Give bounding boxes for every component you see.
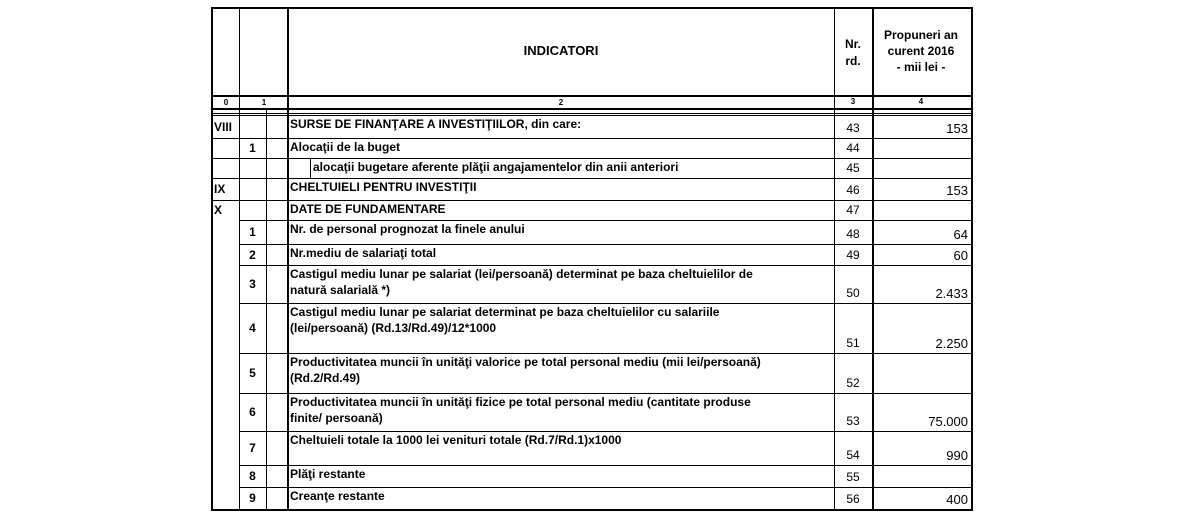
row-index: 1 bbox=[249, 141, 256, 155]
grid-line-h bbox=[239, 465, 972, 466]
row-label: alocaţii bugetare aferente plăţii angajamentelor din anii anteriori bbox=[313, 160, 679, 174]
row-label: (Rd.2/Rd.49) bbox=[290, 371, 361, 385]
row-value: 400 bbox=[946, 492, 968, 507]
row-section-code: X bbox=[214, 203, 223, 217]
row-label: Castigul mediu lunar pe salariat (lei/persoană) determinat pe baza cheltuielilor de bbox=[290, 267, 753, 281]
row-number: 56 bbox=[846, 492, 860, 506]
grid-line-h bbox=[239, 487, 972, 488]
row-section-code: IX bbox=[214, 182, 226, 196]
header-nr-rd-line1: Nr. bbox=[844, 37, 861, 51]
grid-line-h bbox=[211, 113, 972, 114]
row-value: 153 bbox=[946, 121, 968, 136]
row-label: Nr. de personal prognozat la finele anului bbox=[290, 222, 525, 236]
row-number: 49 bbox=[846, 248, 860, 262]
grid-line-h bbox=[239, 431, 972, 432]
grid-line-h bbox=[211, 115, 972, 116]
row-value: 64 bbox=[953, 227, 968, 242]
grid-line-v bbox=[266, 108, 267, 115]
row-index: 1 bbox=[249, 225, 256, 239]
row-value: 60 bbox=[953, 248, 968, 263]
grid-line-v bbox=[287, 115, 289, 509]
grid-line-h bbox=[211, 509, 973, 511]
row-section-code: VIII bbox=[214, 119, 233, 134]
col-number-3: 3 bbox=[850, 97, 856, 106]
row-number: 43 bbox=[846, 121, 860, 135]
header-propuneri-line1: Propuneri an bbox=[883, 28, 958, 42]
row-label: Alocaţii de la buget bbox=[290, 140, 401, 154]
row-label: natură salarială *) bbox=[290, 283, 391, 297]
row-label: CHELTUIELI PENTRU INVESTIŢII bbox=[290, 180, 477, 194]
row-number: 52 bbox=[846, 376, 860, 390]
grid-line-v bbox=[872, 7, 874, 115]
row-label: Creanţe restante bbox=[290, 489, 385, 503]
row-number: 45 bbox=[846, 161, 860, 175]
grid-line-v bbox=[239, 115, 240, 509]
grid-line-h bbox=[211, 95, 973, 97]
grid-line-v bbox=[211, 7, 213, 511]
row-label: SURSE DE FINANŢARE A INVESTIŢIILOR, din care: bbox=[290, 117, 582, 131]
header-nr-rd-line2: rd. bbox=[845, 54, 861, 68]
row-index: 7 bbox=[249, 441, 256, 455]
row-value: 153 bbox=[946, 183, 968, 198]
row-value: 2.250 bbox=[935, 336, 968, 351]
grid-line-v bbox=[266, 115, 267, 509]
row-label: (lei/persoană) (Rd.13/Rd.49)/12*1000 bbox=[290, 321, 497, 335]
grid-line-h bbox=[211, 158, 972, 159]
grid-line-v bbox=[834, 115, 835, 509]
grid-line-h bbox=[239, 220, 972, 221]
grid-line-v bbox=[971, 7, 973, 511]
row-label: Productivitatea muncii în unităţi valorice pe total personal mediu (mii lei/persoană) bbox=[290, 355, 761, 369]
row-label: Castigul mediu lunar pe salariat determinat pe baza cheltuielilor cu salariile bbox=[290, 305, 720, 319]
grid-line-h bbox=[211, 178, 972, 179]
grid-line-h bbox=[239, 393, 972, 394]
row-value: 990 bbox=[946, 448, 968, 463]
row-label: finite/ persoană) bbox=[290, 411, 383, 425]
row-index: 2 bbox=[249, 247, 256, 262]
row-index: 6 bbox=[249, 405, 256, 419]
grid-line-v bbox=[872, 115, 874, 509]
grid-line-h bbox=[211, 138, 972, 139]
row-label: Plăţi restante bbox=[290, 467, 366, 481]
row-index: 3 bbox=[249, 277, 256, 291]
grid-line-v bbox=[239, 7, 240, 115]
row-label: Nr.mediu de salariaţi total bbox=[290, 246, 437, 260]
grid-line-v bbox=[287, 7, 289, 115]
grid-line-h bbox=[239, 244, 972, 245]
row-number: 46 bbox=[846, 183, 860, 197]
grid-line-v bbox=[310, 158, 311, 178]
row-value: 75.000 bbox=[928, 414, 968, 429]
col-number-1: 1 bbox=[261, 98, 267, 107]
grid-line-h bbox=[211, 7, 973, 9]
row-number: 44 bbox=[846, 141, 860, 155]
row-index: 5 bbox=[249, 366, 256, 380]
grid-line-h bbox=[239, 353, 972, 354]
row-number: 51 bbox=[846, 336, 860, 350]
row-label: Cheltuieli totale la 1000 lei venituri totale (Rd.7/Rd.1)x1000 bbox=[290, 433, 622, 447]
row-number: 48 bbox=[846, 227, 860, 241]
row-number: 47 bbox=[846, 203, 860, 217]
row-label: DATE DE FUNDAMENTARE bbox=[290, 202, 446, 216]
header-propuneri-line2: curent 2016 bbox=[887, 44, 955, 58]
row-label: Productivitatea muncii în unităţi fizice pe total personal mediu (cantitate produse bbox=[290, 395, 751, 409]
header-propuneri-line3: - mii lei - bbox=[896, 60, 946, 74]
grid-line-h bbox=[239, 303, 972, 304]
row-index: 9 bbox=[249, 491, 256, 505]
col-number-4: 4 bbox=[918, 97, 924, 106]
header-indicatori: INDICATORI bbox=[523, 43, 599, 58]
grid-line-h bbox=[211, 200, 972, 201]
row-number: 54 bbox=[846, 448, 860, 462]
row-index: 4 bbox=[249, 321, 256, 335]
col-number-0: 0 bbox=[223, 98, 229, 107]
row-index: 8 bbox=[249, 469, 256, 483]
col-number-2: 2 bbox=[558, 98, 564, 107]
row-number: 53 bbox=[846, 414, 860, 428]
grid-line-v bbox=[834, 7, 835, 115]
grid-line-h bbox=[211, 108, 973, 110]
row-number: 50 bbox=[846, 286, 860, 300]
row-value: 2.433 bbox=[935, 286, 968, 301]
row-number: 55 bbox=[846, 470, 860, 484]
grid-line-h bbox=[239, 265, 972, 266]
